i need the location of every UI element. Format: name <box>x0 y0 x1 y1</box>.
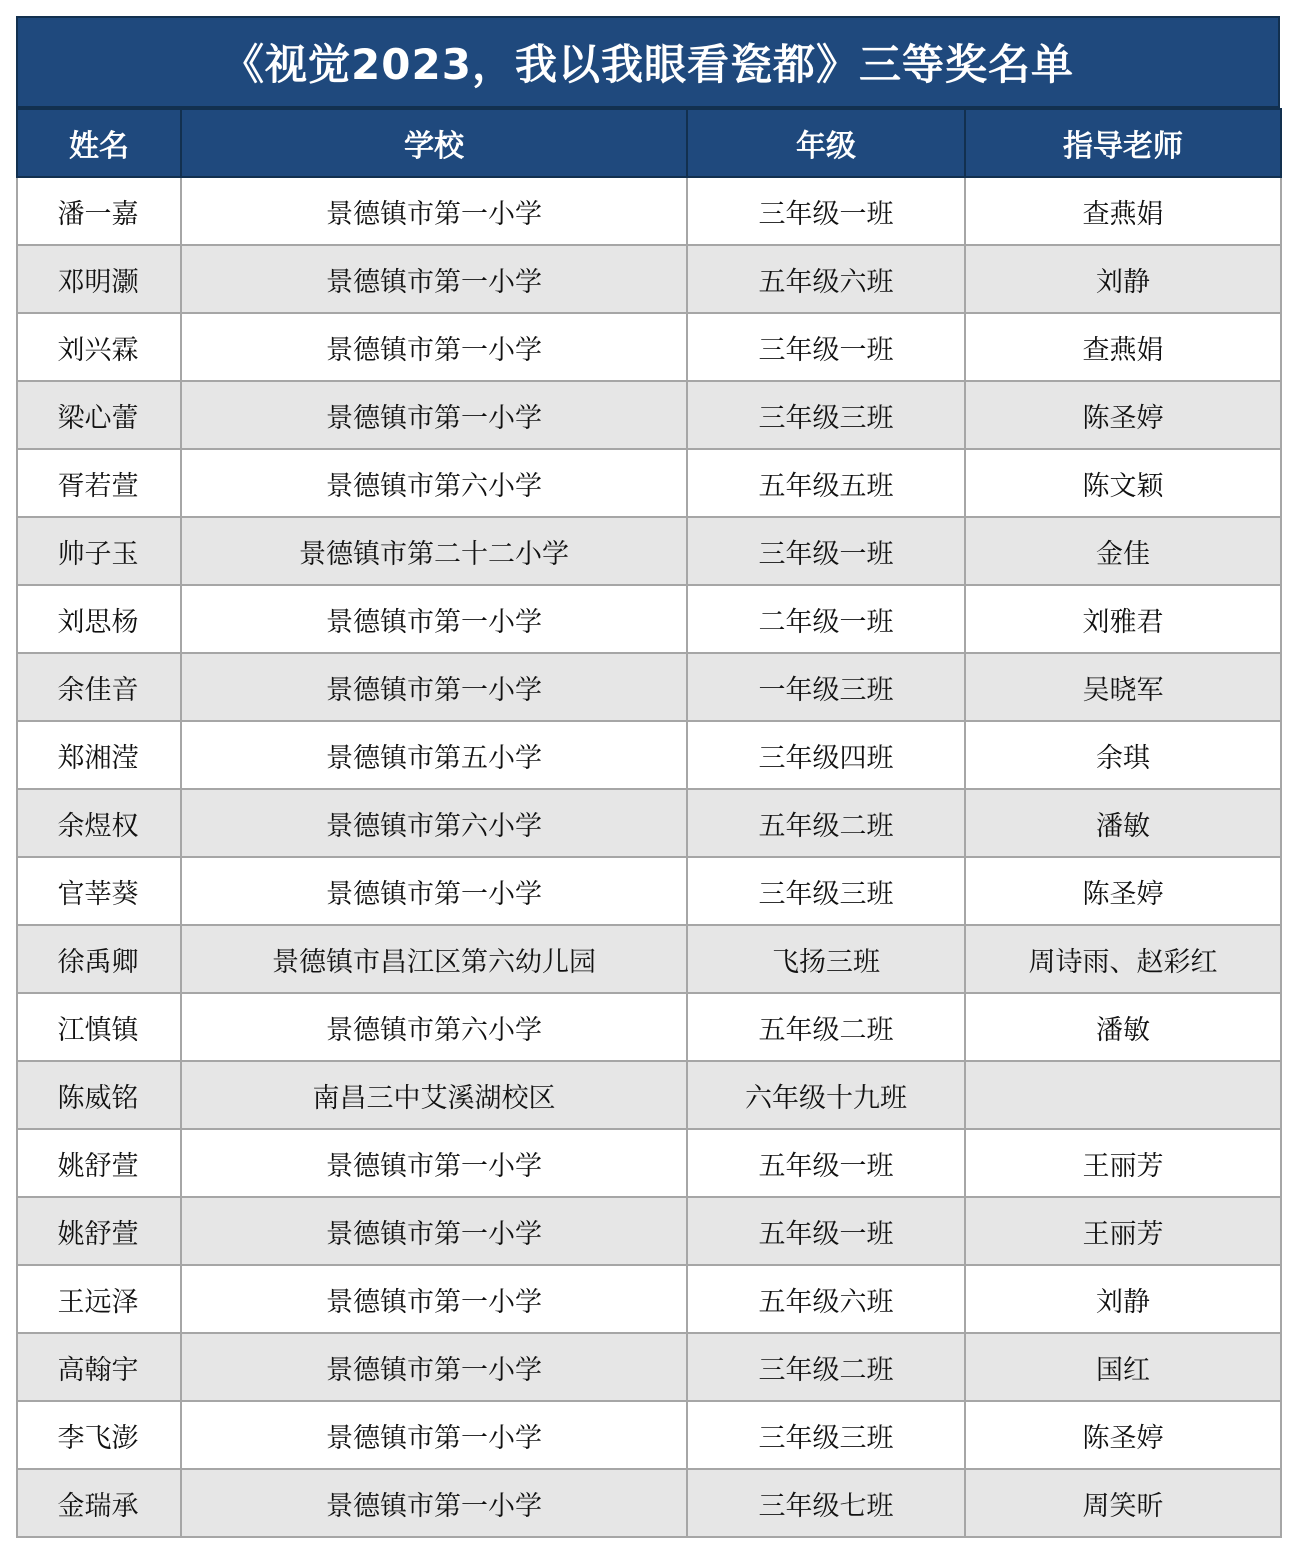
cell-school: 景德镇市第一小学 <box>181 1265 687 1333</box>
table-row <box>17 517 1281 585</box>
table-row <box>17 177 1281 245</box>
table-row <box>17 1061 1281 1129</box>
table-header-row <box>17 109 1281 177</box>
table-row <box>17 653 1281 721</box>
cell-teacher: 刘静 <box>965 245 1281 313</box>
cell-school: 景德镇市昌江区第六幼儿园 <box>181 925 687 993</box>
cell-grade: 五年级六班 <box>687 245 965 313</box>
cell-name: 郑湘滢 <box>17 721 181 789</box>
cell-teacher: 国红 <box>965 1333 1281 1401</box>
cell-teacher: 刘雅君 <box>965 585 1281 653</box>
cell-teacher: 陈圣婷 <box>965 381 1281 449</box>
cell-grade: 三年级一班 <box>687 517 965 585</box>
cell-school: 景德镇市第一小学 <box>181 857 687 925</box>
table-row <box>17 993 1281 1061</box>
header-name: 姓名 <box>17 109 181 177</box>
cell-school: 南昌三中艾溪湖校区 <box>181 1061 687 1129</box>
table-row <box>17 585 1281 653</box>
table-row <box>17 857 1281 925</box>
table-row <box>17 1401 1281 1469</box>
cell-school: 景德镇市第一小学 <box>181 585 687 653</box>
cell-school: 景德镇市第一小学 <box>181 1333 687 1401</box>
cell-name: 余佳音 <box>17 653 181 721</box>
cell-school: 景德镇市第一小学 <box>181 1129 687 1197</box>
table-row <box>17 1333 1281 1401</box>
cell-teacher: 余琪 <box>965 721 1281 789</box>
cell-grade: 三年级一班 <box>687 313 965 381</box>
table-row <box>17 1197 1281 1265</box>
cell-school: 景德镇市第一小学 <box>181 1469 687 1537</box>
cell-name: 刘兴霖 <box>17 313 181 381</box>
cell-teacher: 周笑昕 <box>965 1469 1281 1537</box>
cell-name: 王远泽 <box>17 1265 181 1333</box>
cell-teacher: 陈文颖 <box>965 449 1281 517</box>
cell-grade: 五年级六班 <box>687 1265 965 1333</box>
cell-school: 景德镇市第一小学 <box>181 313 687 381</box>
cell-name: 李飞澎 <box>17 1401 181 1469</box>
table-row <box>17 245 1281 313</box>
cell-grade: 三年级三班 <box>687 1401 965 1469</box>
cell-school: 景德镇市第一小学 <box>181 1401 687 1469</box>
table-row <box>17 381 1281 449</box>
table-row <box>17 721 1281 789</box>
cell-teacher: 查燕娟 <box>965 177 1281 245</box>
cell-school: 景德镇市第一小学 <box>181 653 687 721</box>
cell-name: 潘一嘉 <box>17 177 181 245</box>
table-row <box>17 449 1281 517</box>
header-teacher: 指导老师 <box>965 109 1281 177</box>
cell-grade: 五年级二班 <box>687 789 965 857</box>
cell-name: 邓明灏 <box>17 245 181 313</box>
cell-grade: 三年级七班 <box>687 1469 965 1537</box>
cell-name: 梁心蕾 <box>17 381 181 449</box>
cell-name: 姚舒萱 <box>17 1197 181 1265</box>
cell-grade: 三年级三班 <box>687 381 965 449</box>
cell-grade: 三年级四班 <box>687 721 965 789</box>
table-row <box>17 925 1281 993</box>
cell-name: 陈威铭 <box>17 1061 181 1129</box>
cell-grade: 飞扬三班 <box>687 925 965 993</box>
cell-teacher: 周诗雨、赵彩红 <box>965 925 1281 993</box>
table-body <box>17 177 1281 1537</box>
table-row <box>17 313 1281 381</box>
page-title: 《视觉2023，我以我眼看瓷都》三等奖名单 <box>16 16 1280 108</box>
cell-school: 景德镇市第六小学 <box>181 449 687 517</box>
cell-name: 姚舒萱 <box>17 1129 181 1197</box>
cell-name: 徐禹卿 <box>17 925 181 993</box>
cell-school: 景德镇市第六小学 <box>181 789 687 857</box>
cell-school: 景德镇市第五小学 <box>181 721 687 789</box>
cell-teacher: 陈圣婷 <box>965 1401 1281 1469</box>
cell-grade: 五年级一班 <box>687 1129 965 1197</box>
cell-grade: 六年级十九班 <box>687 1061 965 1129</box>
cell-name: 帅子玉 <box>17 517 181 585</box>
cell-grade: 五年级二班 <box>687 993 965 1061</box>
cell-name: 胥若萱 <box>17 449 181 517</box>
cell-name: 高翰宇 <box>17 1333 181 1401</box>
cell-name: 金瑞承 <box>17 1469 181 1537</box>
cell-teacher: 刘静 <box>965 1265 1281 1333</box>
cell-teacher: 金佳 <box>965 517 1281 585</box>
cell-teacher: 吴晓军 <box>965 653 1281 721</box>
cell-grade: 三年级二班 <box>687 1333 965 1401</box>
cell-teacher: 王丽芳 <box>965 1129 1281 1197</box>
award-list-sheet <box>16 16 1280 1538</box>
cell-grade: 一年级三班 <box>687 653 965 721</box>
award-table <box>16 108 1282 1538</box>
table-row <box>17 1265 1281 1333</box>
cell-grade: 五年级一班 <box>687 1197 965 1265</box>
cell-teacher: 潘敏 <box>965 993 1281 1061</box>
cell-school: 景德镇市第六小学 <box>181 993 687 1061</box>
cell-school: 景德镇市第一小学 <box>181 381 687 449</box>
cell-school: 景德镇市第一小学 <box>181 177 687 245</box>
cell-name: 余煜权 <box>17 789 181 857</box>
cell-name: 江慎镇 <box>17 993 181 1061</box>
cell-teacher: 王丽芳 <box>965 1197 1281 1265</box>
table-row <box>17 1469 1281 1537</box>
cell-grade: 三年级一班 <box>687 177 965 245</box>
cell-grade: 二年级一班 <box>687 585 965 653</box>
table-row <box>17 789 1281 857</box>
cell-teacher <box>965 1061 1281 1129</box>
cell-school: 景德镇市第一小学 <box>181 1197 687 1265</box>
cell-grade: 五年级五班 <box>687 449 965 517</box>
cell-school: 景德镇市第二十二小学 <box>181 517 687 585</box>
cell-name: 刘思杨 <box>17 585 181 653</box>
header-grade: 年级 <box>687 109 965 177</box>
cell-school: 景德镇市第一小学 <box>181 245 687 313</box>
table-row <box>17 1129 1281 1197</box>
cell-teacher: 陈圣婷 <box>965 857 1281 925</box>
cell-teacher: 潘敏 <box>965 789 1281 857</box>
cell-name: 官莘葵 <box>17 857 181 925</box>
header-school: 学校 <box>181 109 687 177</box>
cell-grade: 三年级三班 <box>687 857 965 925</box>
cell-teacher: 查燕娟 <box>965 313 1281 381</box>
